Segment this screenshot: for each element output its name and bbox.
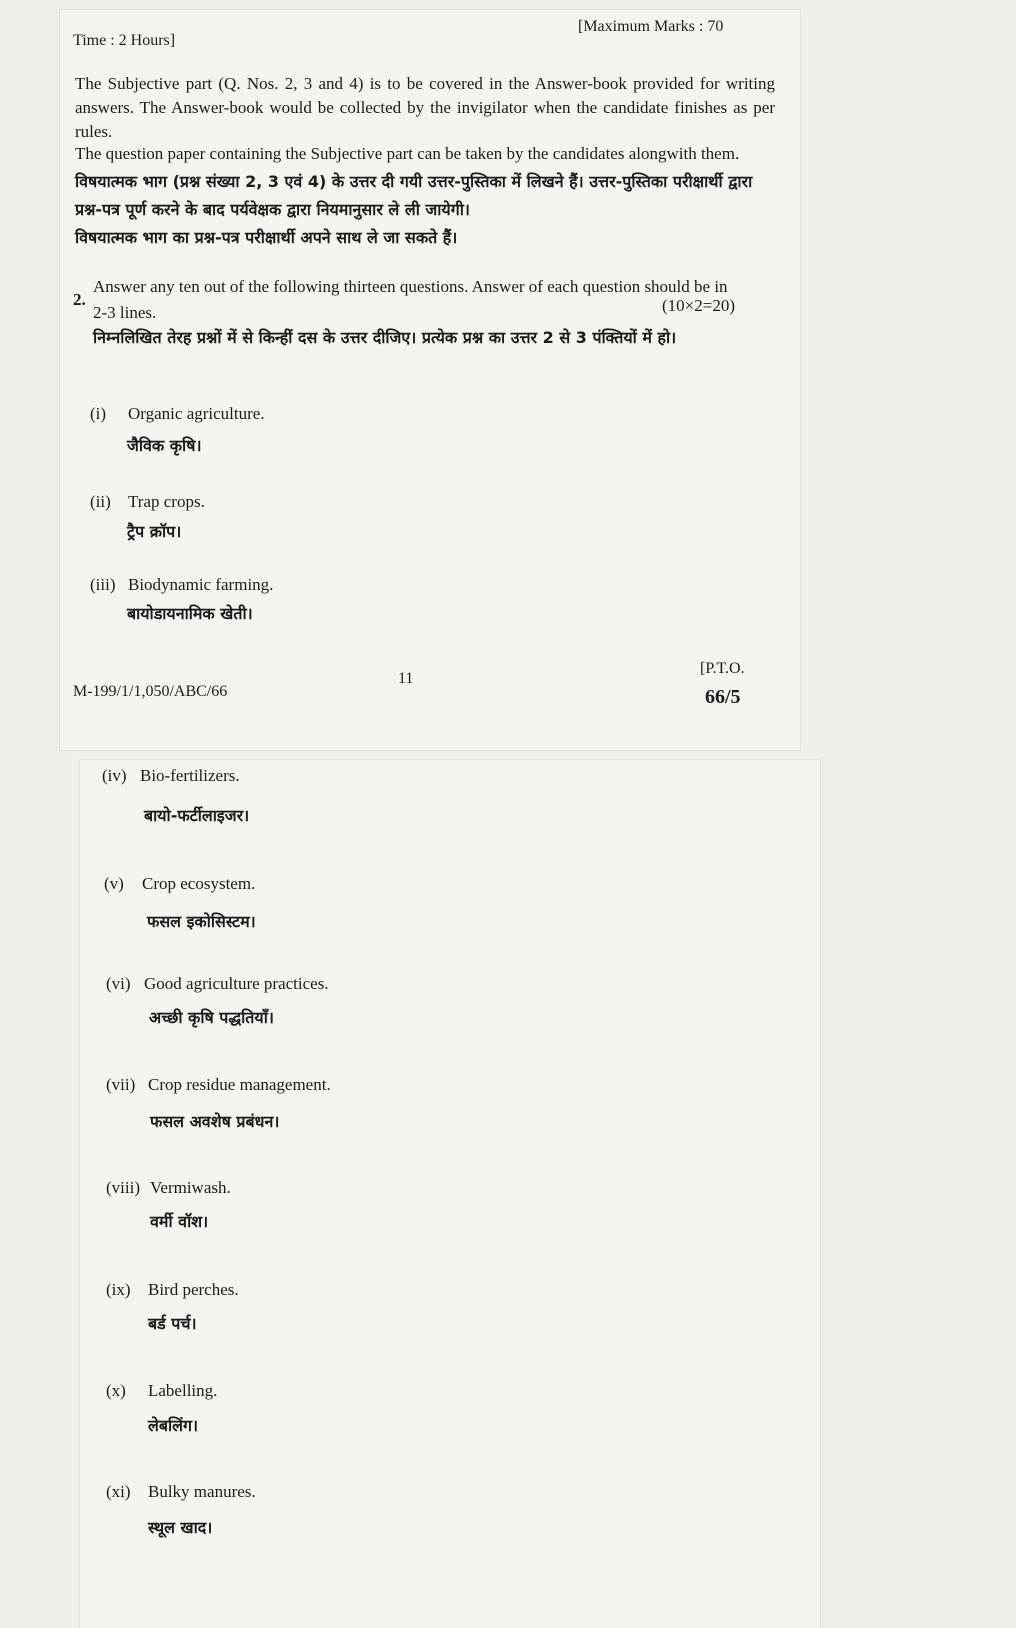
question-text-hindi: निम्नलिखित तेरह प्रश्नों में से किन्हीं दस के उत्तर दीजिए। प्रत्येक प्रश्न का उत्तर 2 से 3 पंक्तियों में हो। [93,328,677,347]
list-item-hindi: फसल अवशेष प्रबंधन। [150,1112,280,1131]
bleed-through-text [600,880,604,896]
question-text: Answer any ten out of the following thirteen questions. Answer of each question should be in 2-3 lines. [93,277,728,322]
instruction-en-2: The question paper containing the Subjective part can be taken by the candidates alongwith them. [75,144,740,163]
list-item: (x) Labelling. [106,1381,218,1400]
list-item: (vi) Good agriculture practices. [106,974,329,993]
list-item: (iii) Biodynamic farming. [90,575,274,594]
question-marks: (10×2=20) [662,296,735,315]
list-item: (viii) Vermiwash. [106,1178,231,1197]
pto-label: [P.T.O. [700,660,745,677]
list-item: (i) Organic agriculture. [90,404,265,423]
page-number: 11 [398,670,414,687]
max-marks-label: [Maximum Marks : 70 [578,18,724,35]
list-item: (ii) Trap crops. [90,492,205,511]
instruction-en-1: The Subjective part (Q. Nos. 2, 3 and 4) is to be covered in the Answer-book provided for writing answers. The Answer-book would be collected by the invigilator when the candidate finishes as per rules. [75,74,775,141]
list-item: (v) Crop ecosystem. [104,874,256,893]
list-item: (xi) Bulky manures. [106,1482,256,1501]
list-item-hindi: अच्छी कृषि पद्धतियाँ। [149,1008,274,1027]
list-item-hindi: जैविक कृषि। [127,436,202,455]
list-item-hindi: फसल इकोसिस्टम। [147,912,256,931]
instruction-hi-2: विषयात्मक भाग का प्रश्न-पत्र परीक्षार्थी अपने साथ ले जा सकते हैं। [75,228,458,247]
list-item-hindi: वर्मी वॉश। [150,1212,209,1231]
list-item-hindi: लेबलिंग। [148,1416,199,1435]
set-number: 66/5 [705,686,741,708]
list-item: (iv) Bio-fertilizers. [102,766,240,785]
list-item-hindi: बायोडायनामिक खेती। [127,604,253,623]
paper-code: M-199/1/1,050/ABC/66 [73,683,228,700]
question-number: 2. [73,290,86,309]
time-label: Time : 2 Hours] [73,32,176,49]
list-item: (ix) Bird perches. [106,1280,239,1299]
instruction-hi-1: विषयात्मक भाग (प्रश्न संख्या 2, 3 एवं 4) के उत्तर दी गयी उत्तर-पुस्तिका में लिखने हैं। उत्तर-पुस्तिका परीक्षार्थी द्वारा प्रश्न-पत्र पूर्ण करने के बाद पर्यवेक्षक द्वारा नियमानुसार ले ली जायेगी। [75,172,753,219]
list-item-hindi: बायो-फर्टीलाइजर। [144,806,250,825]
list-item: (vii) Crop residue management. [106,1075,331,1094]
list-item-hindi: स्थूल खाद। [148,1518,213,1537]
list-item-hindi: बर्ड पर्च। [148,1314,197,1333]
list-item-hindi: ट्रैप क्रॉप। [127,522,182,541]
